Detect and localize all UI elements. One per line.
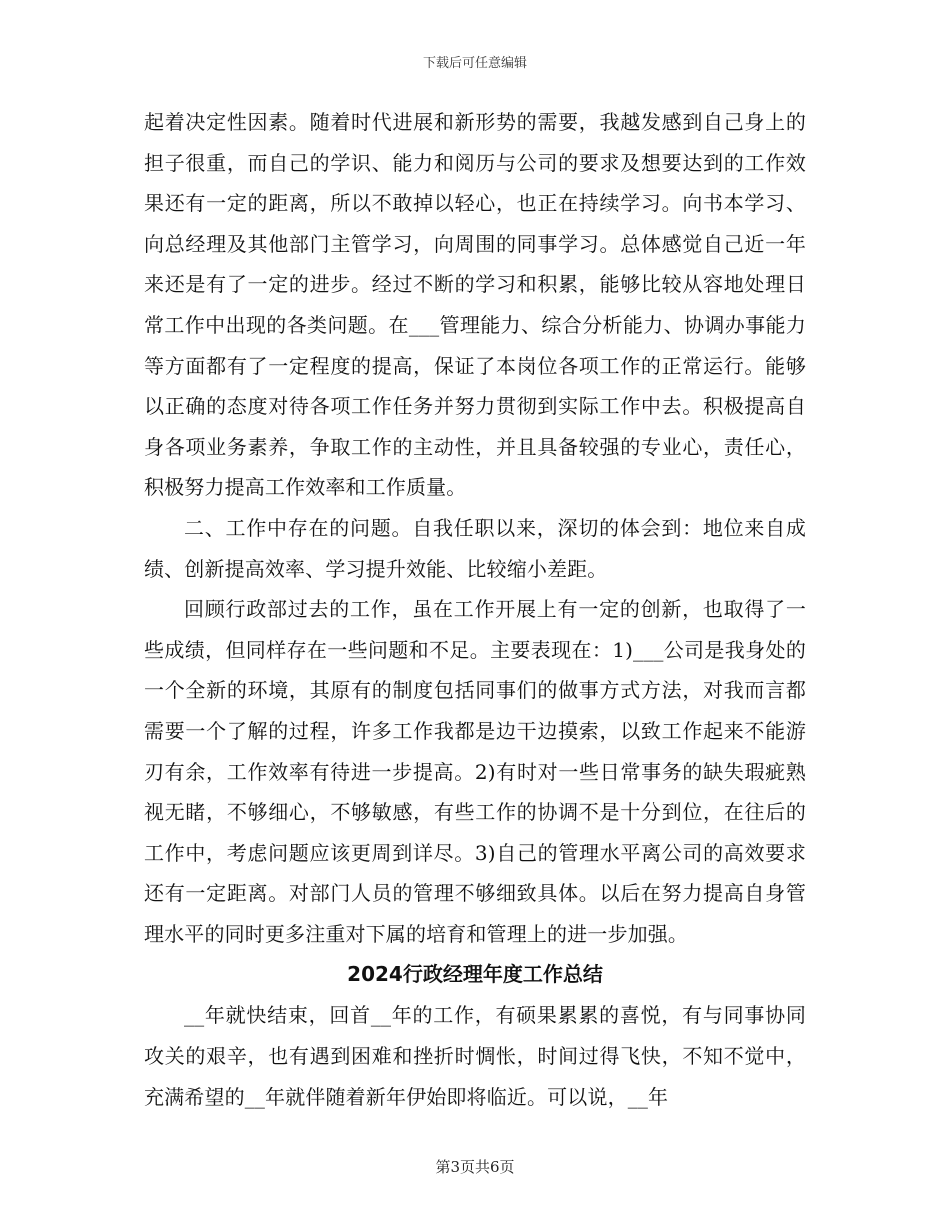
page-header-note: 下载后可任意编辑 xyxy=(422,56,527,71)
section-title: 2024行政经理年度工作总结 xyxy=(347,962,603,987)
paragraph-review: 回顾行政部过去的工作，虽在工作开展上有一定的创新，也取得了一些成绩，但同样存在一些问题和不足。主要表现在：1)___公司是我身处的一个全新的环境，其原有的制度包括同事们的做事方式方法，对我而言都需要一个了解的过程，许多工作我都是边干边摸索，以致工作起来不能游刃有余，工作效率有待进一步提高。2)有时对一些日常事务的缺失瑕疵熟视无睹，不够细心，不够敏感，有些工作的协调不是十分到位，在往后的工作中，考虑问题应该更周到详尽。3)自己的管理水平离公司的高效要求还有一定距离。对部门人员的管理不够细致具体。以后在努力提高自身管理水平的同时更多注重对下属的培育和管理上的进一步加强。 xyxy=(144,597,806,946)
paragraph-continuation: 起着决定性因素。随着时代进展和新形势的需要，我越发感到自己身上的担子很重，而自己的学识、能力和阅历与公司的要求及想要达到的工作效果还有一定的距离，所以不敢掉以轻心，也正在持续学习。向书本学习、向总经理及其他部门主管学习，向周围的同事学习。总体感觉自己近一年来还是有了一定的进步。经过不断的学习和积累，能够比较从容地处理日常工作中出现的各类问题。在___管理能力、综合分析能力、协调办事能力等方面都有了一定程度的提高，保证了本岗位各项工作的正常运行。能够以正确的态度对待各项工作任务并努力贯彻到实际工作中去。积极提高自身各项业务素养，争取工作的主动性，并且具备较强的专业心，责任心，积极努力提高工作效率和工作质量。 xyxy=(144,110,806,500)
paragraph-problems-heading: 二、工作中存在的问题。自我任职以来，深切的体会到：地位来自成绩、创新提高效率、学习提升效能、比较缩小差距。 xyxy=(144,515,806,581)
page-number: 第3页共6页 xyxy=(435,1158,515,1176)
paragraph-summary-opening: __年就快结束，回首__年的工作，有硕果累累的喜悦，有与同事协同攻关的艰辛，也有遇到困难和挫折时惆怅，时间过得飞快，不知不觉中，充满希望的__年就伴随着新年伊始即将临近。可以说，__年 xyxy=(144,1003,806,1109)
document-body xyxy=(144,102,806,1117)
